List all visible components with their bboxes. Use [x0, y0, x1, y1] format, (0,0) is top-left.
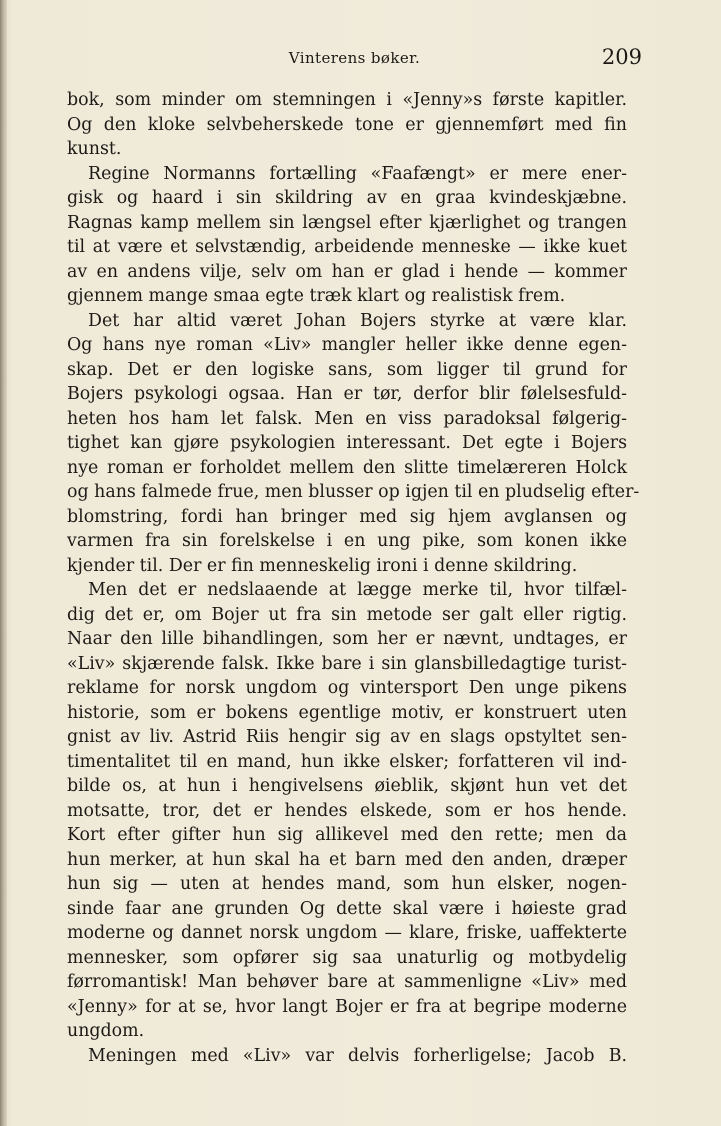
text-line: til at være et selvstændig, arbeidende menneske — ikke kuet: [67, 237, 627, 257]
text-line: Bojers psykologi ogsaa. Han er tør, derfor blir følelsesfuld-: [67, 384, 627, 404]
text-line: mennesker, som opfører sig saa unaturlig og motbydelig: [67, 947, 627, 968]
text-line: timentalitet til en mand, hun ikke elsker; forfatteren vil ind-: [67, 751, 627, 772]
text-line: dig det er, om Bojer ut fra sin metode ser galt eller rigtig.: [67, 604, 627, 625]
text-line: bilde os, at hun i hengivelsens øieblik, skjønt hun vet det: [67, 776, 627, 796]
text-line: gisk og haard i sin skildring av en graa kvindeskjæbne.: [67, 188, 627, 208]
text-line: Meningen med «Liv» var delvis forherligelse; Jacob B.: [88, 1045, 627, 1066]
text-line: varmen fra sin forelskelse i en ung pike, som konen ikke: [67, 531, 627, 551]
text-line: Og den kloke selvbeherskede tone er gjennemført med fin: [67, 114, 627, 135]
text-line: Regine Normanns fortælling «Faafængt» er mere ener-: [88, 163, 627, 184]
text-line: av en andens vilje, selv om han er glad i hende — kommer: [67, 261, 627, 282]
text-line: reklame for norsk ungdom og vintersport Den unge pikens: [67, 678, 627, 698]
text-line: Kort efter gifter hun sig allikevel med den rette; men da: [67, 825, 627, 845]
text-line: blomstring, fordi han bringer med sig hjem avglansen og: [67, 506, 627, 527]
text-line: nye roman er forholdet mellem den slitte timelæreren Holck: [67, 457, 627, 478]
text-line: førromantisk! Man behøver bare at sammenligne «Liv» med: [67, 972, 627, 992]
text-line: heten hos ham let falsk. Men en viss paradoksal følgerig-: [67, 408, 627, 429]
text-line: Naar den lille bihandlingen, som her er nævnt, undtages, er: [67, 629, 627, 649]
text-line: Men det er nedslaaende at lægge merke til, hvor tilfæl-: [88, 580, 627, 600]
text-line: kunst.: [67, 139, 122, 159]
running-title: Vinterens bøker.: [288, 49, 421, 67]
text-line: bok, som minder om stemningen i «Jenny»s første kapitler.: [67, 90, 627, 110]
text-line: motsatte, tror, det er hendes elskede, som er hos hende.: [67, 800, 627, 821]
text-line: «Liv» skjærende falsk. Ikke bare i sin glansbilledagtige turist-: [67, 653, 627, 674]
text-line: og hans falmede frue, men blusser op igjen til en pludselig efter-: [67, 482, 640, 502]
text-line: sinde faar ane grunden Og dette skal være i høieste grad: [67, 898, 627, 919]
text-line: Det har altid været Johan Bojers styrke at være klar.: [88, 310, 627, 331]
text-line: moderne og dannet norsk ungdom — klare, friske, uaffekterte: [67, 923, 627, 943]
binding-edge: [0, 0, 7, 1126]
running-head: [67, 45, 642, 73]
text-line: gjennem mange smaa egte træk klart og realistisk frem.: [67, 286, 566, 306]
text-line: hun merker, at hun skal ha et barn med den anden, dræper: [67, 849, 627, 870]
text-line: tighet kan gjøre psykologien interessant. Det egte i Bojers: [67, 433, 627, 453]
text-line: ungdom.: [67, 1021, 145, 1041]
text-line: «Jenny» for at se, hvor langt Bojer er fra at begripe moderne: [67, 996, 627, 1017]
page-number: 209: [601, 45, 642, 69]
text-line: skap. Det er den logiske sans, som ligger til grund for: [67, 359, 627, 380]
body-text: [67, 88, 640, 1068]
text-line: historie, som er bokens egentlige motiv, er konstruert uten: [67, 702, 627, 723]
text-line: kjender til. Der er fin menneskelig ironi i denne skildring.: [67, 555, 578, 576]
text-line: gnist av liv. Astrid Riis hengir sig av en slags opstyltet sen-: [67, 727, 627, 747]
text-line: hun sig — uten at hendes mand, som hun elsker, nogen-: [67, 874, 627, 894]
text-line: Og hans nye roman «Liv» mangler heller ikke denne egen-: [67, 335, 627, 355]
text-line: Ragnas kamp mellem sin længsel efter kjærlighet og trangen: [67, 212, 627, 233]
